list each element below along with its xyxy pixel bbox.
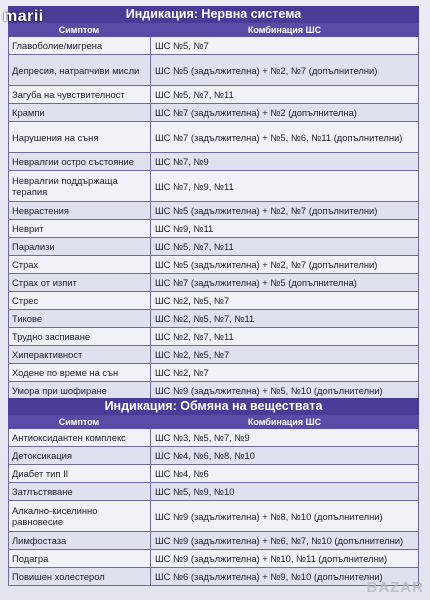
- table-row: [9, 274, 418, 292]
- combination-cell: ШС №2, №5, №7: [155, 349, 230, 360]
- table-row: [9, 55, 418, 86]
- table-row: [9, 104, 418, 122]
- combination-header: Комбинация ШС: [247, 417, 322, 427]
- combination-cell: ШС №9 (задължителна) + №8, №10 (допълнителни): [155, 510, 383, 522]
- table-row: [9, 364, 418, 382]
- symptom-cell: Нарушения на съня: [9, 122, 151, 152]
- nervous-system-table: [8, 6, 419, 400]
- symptom-cell: Хиперактивност: [9, 346, 151, 363]
- table-row: [9, 328, 418, 346]
- combination-cell: ШС №5, №7: [155, 40, 209, 51]
- metabolism-table: [8, 398, 419, 586]
- combination-cell: ШС №7 (задължителна) + №5 (допълнителна): [155, 277, 357, 288]
- combination-cell: ШС №9 (задължителна) + №10, №11 (допълнителни): [155, 553, 388, 564]
- combination-cell: ШС №7 (задължителна) + №5, №6, №11 (допълнителни): [155, 131, 403, 143]
- table-row: [9, 550, 418, 568]
- combination-cell: ШС №4, №6: [155, 468, 209, 479]
- combination-cell: ШС №2, №7, №11: [155, 331, 234, 342]
- symptom-cell: Антиоксидантен комплекс: [9, 429, 151, 446]
- symptom-header: Симптом: [58, 417, 100, 427]
- combination-cell: ШС №9 (задължителна) + №6, №7, №10 (допълнителни): [155, 535, 404, 546]
- table-row: [9, 429, 418, 447]
- combination-cell: ШС №9 (задължителна) + №5, №10 (допълнителни): [155, 385, 383, 396]
- symptom-cell: Загуба на чувствителност: [9, 86, 151, 103]
- table-row: [9, 346, 418, 364]
- symptom-cell: Подагра: [9, 550, 151, 567]
- symptom-cell: Неврит: [9, 220, 151, 237]
- nervous-header-row: [8, 23, 419, 37]
- watermark: BAZAR: [366, 579, 424, 596]
- symptom-cell: Повишен холестерол: [9, 568, 151, 585]
- combination-cell: ШС №5, №7, №11: [155, 241, 234, 252]
- combination-cell: ШС №9, №11: [155, 223, 214, 234]
- table-row: [9, 483, 418, 501]
- symptom-cell: Невралгии остро състояние: [9, 153, 151, 170]
- metabolism-title: Индикация: Обмяна на веществата: [8, 398, 419, 415]
- combination-cell: ШС №5 (задължителна) + №2, №7 (допълнителни): [155, 205, 378, 216]
- combination-cell: ШС №3, №5, №7, №9: [155, 432, 250, 443]
- combination-header: Комбинация ШС: [247, 25, 322, 35]
- symptom-cell: Затлъстяване: [9, 483, 151, 500]
- combination-cell: ШС №2, №5, №7: [155, 295, 230, 306]
- combination-cell: ШС №4, №6, №8, №10: [155, 450, 255, 461]
- symptom-cell: Детоксикация: [9, 447, 151, 464]
- nervous-table-body: [8, 37, 419, 400]
- brand-logo: marii: [3, 8, 44, 25]
- symptom-cell: Невралгии поддържаща терапия: [9, 171, 151, 201]
- symptom-cell: Парализи: [9, 238, 151, 255]
- table-row: [9, 532, 418, 550]
- symptom-cell: Умора при шофиране: [9, 382, 151, 399]
- combination-cell: ШС №2, №5, №7, №11: [155, 313, 255, 324]
- metabolism-header-row: [8, 415, 419, 429]
- symptom-cell: Ходене по време на сън: [9, 364, 151, 381]
- combination-cell: ШС №6 (задължителна) + №9, №10 (допълнителни): [155, 571, 383, 582]
- table-row: [9, 171, 418, 202]
- table-row: [9, 501, 418, 532]
- symptom-cell: Страх от изпит: [9, 274, 151, 291]
- symptom-cell: Неврастения: [9, 202, 151, 219]
- combination-cell: ШС №5 (задължителна) + №2, №7 (допълнителни): [155, 64, 378, 76]
- symptom-cell: Трудно заспиване: [9, 328, 151, 345]
- table-row: [9, 256, 418, 274]
- table-row: [9, 153, 418, 171]
- table-row: [9, 122, 418, 153]
- table-row: [9, 220, 418, 238]
- combination-cell: ШС №7, №9: [155, 156, 209, 167]
- symptom-cell: Депресия, натрапчиви мисли: [9, 55, 151, 85]
- table-row: [9, 310, 418, 328]
- symptom-cell: Страх: [9, 256, 151, 273]
- symptom-cell: Алкално-киселинно равновесие: [9, 501, 151, 531]
- combination-cell: ШС №5, №9, №10: [155, 486, 235, 497]
- combination-cell: ШС №5 (задължителна) + №2, №7 (допълнителни): [155, 259, 378, 270]
- combination-cell: ШС №5, №7, №11: [155, 89, 234, 100]
- combination-cell: ШС №7 (задължителна) + №2 (допълнителна): [155, 107, 357, 118]
- table-row: [9, 568, 418, 586]
- table-row: [9, 465, 418, 483]
- table-row: [9, 292, 418, 310]
- table-row: [9, 238, 418, 256]
- table-row: [9, 202, 418, 220]
- symptom-header: Симптом: [58, 25, 100, 35]
- table-row: [9, 447, 418, 465]
- symptom-cell: Главоболие/мигрена: [9, 37, 151, 54]
- combination-cell: ШС №2, №7: [155, 367, 209, 378]
- symptom-cell: Крампи: [9, 104, 151, 121]
- combination-cell: ШС №7, №9, №11: [155, 180, 234, 192]
- symptom-cell: Лимфостаза: [9, 532, 151, 549]
- table-row: [9, 37, 418, 55]
- symptom-cell: Стрес: [9, 292, 151, 309]
- symptom-cell: Тикове: [9, 310, 151, 327]
- nervous-system-title: Индикация: Нервна система: [8, 6, 419, 23]
- metabolism-table-body: [8, 429, 419, 586]
- symptom-cell: Диабет тип II: [9, 465, 151, 482]
- table-row: [9, 86, 418, 104]
